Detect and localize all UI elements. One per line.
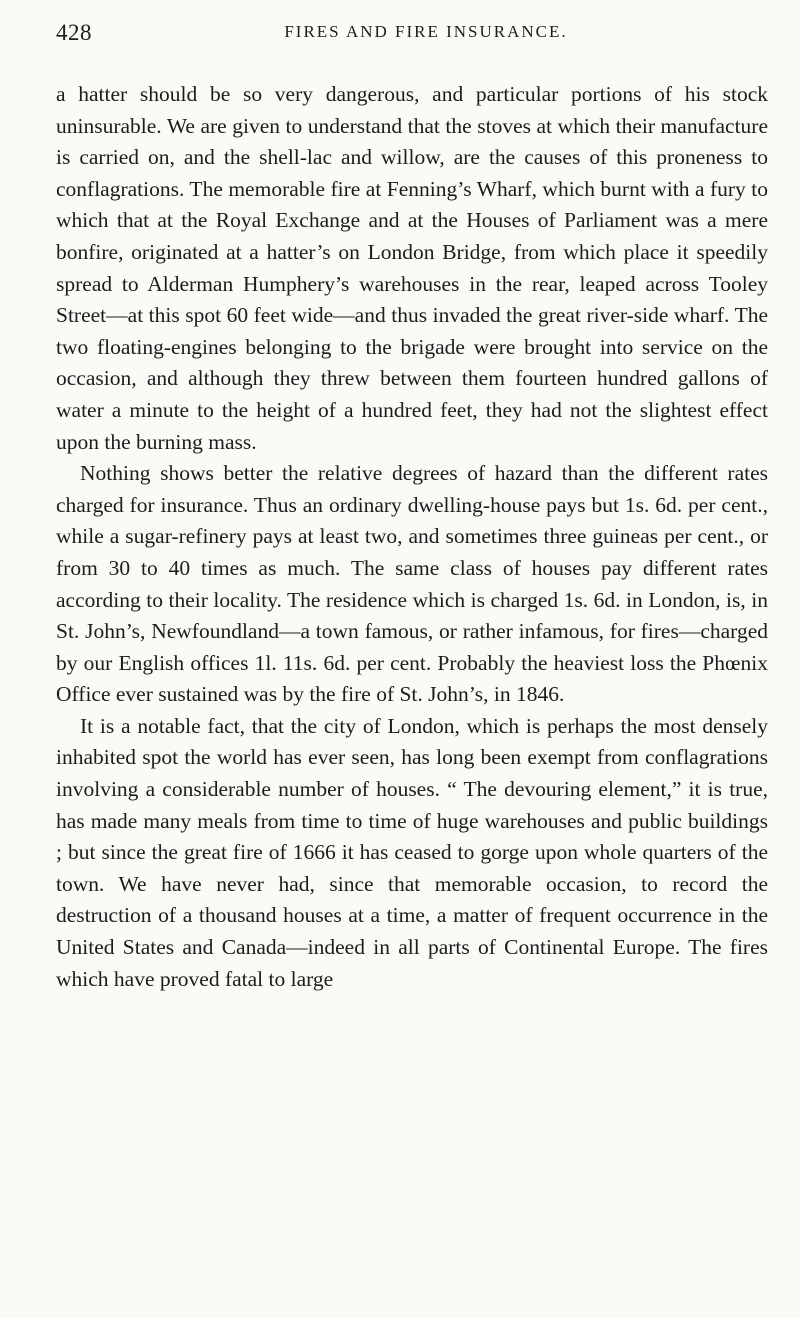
body-text [56,79,768,995]
page-number: 428 [56,20,92,45]
paragraph-insurance-rates: Nothing shows better the relative degrees of hazard than the different rates charged for insurance. Thus an ordinary dwelling-house pays but 1s. 6d. per cent., while a sugar-refinery pays at least two, and sometimes three guineas per cent., or from 30 to 40 times as much. The same class of houses pay different rates according to their locality. The residence which is charged 1s. 6d. in London, is, in St. John’s, Newfoundland—a town famous, or rather infamous, for fires—charged by our English offices 1l. 11s. 6d. per cent. Probably the heaviest loss the Phœnix Office ever sustained was by the fire of St. John’s, in 1846. [56,461,768,707]
running-title: FIRES AND FIRE INSURANCE. [284,22,568,41]
running-head [56,20,776,52]
paragraph-continued: a hatter should be so very dangerous, and particular portions of his stock uninsurable. We are given to understand that the stoves at which their manufacture is carried on, and the shell-lac and willow, are the causes of this proneness to conflagrations. The memorable fire at Fenning’s Wharf, which burnt with a fury to which that at the Royal Exchange and at the Houses of Parliament was a mere bonfire, originated at a hatter’s on London Bridge, from which place it speedily spread to Alderman Humphery’s warehouses in the rear, leaped across Tooley Street—at this spot 60 feet wide—and thus invaded the great river-side wharf. The two floating-engines belonging to the brigade were brought into service on the occasion, and although they threw between them fourteen hundred gallons of water a minute to the height of a hundred feet, they had not the slightest effect upon the burning mass. [56,82,768,454]
paragraph-london-exemption: It is a notable fact, that the city of London, which is perhaps the most densely inhabited spot the world has ever seen, has long been exempt from conflagrations involving a considerable number of houses. “ The devouring element,” it is true, has made many meals from time to time of huge warehouses and public buildings ; but since the great fire of 1666 it has ceased to gorge upon whole quarters of the town. We have never had, since that memorable occasion, to record the destruction of a thousand houses at a time, a matter of frequent occurrence in the United States and Canada—indeed in all parts of Continental Europe. The fires which have proved fatal to large [56,713,768,991]
